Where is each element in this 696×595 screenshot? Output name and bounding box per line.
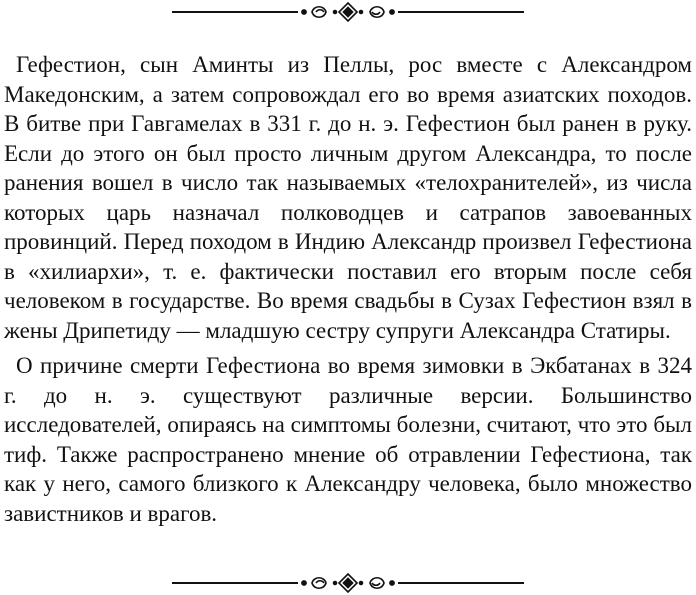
flourish-icon xyxy=(172,3,524,21)
paragraph: Гефестион, сын Аминты из Пеллы, рос вместе с Александром Македонским, а затем сопровождал его во время азиатских походов. В битве при Гавгамелах в 331 г. до н. э. Гефестион был ранен в руку. Если до этого он был просто личным другом Александра, то после ранения вошел в число так называемых «телохранителей», из числа которых царь назначал полководцев и сатрапов завоеванных провинций. Перед походом в Индию Александр произвел Гефестиона в «хилиархи», т. е. фактически поставил его вторым после себя человеком в государстве. Во время свадьбы в Сузах Гефестион взял в жены Дрипетиду — младшую сестру супруги Александра Статиры. xyxy=(4,52,692,343)
flourish-icon xyxy=(172,574,524,592)
bottom-ornament xyxy=(170,571,526,595)
top-ornament xyxy=(170,0,526,24)
article-body xyxy=(4,50,692,528)
paragraph: О причине смерти Гефестиона во время зимовки в Экбатанах в 324 г. до н. э. существуют различные версии. Большинство исследователей, опираясь на симптомы болезни, считают, что это был тиф. Также распространено мнение об отравлении Гефестиона, так как у него, самого близкого к Александру человека, было множество завистников и врагов. xyxy=(4,353,692,526)
